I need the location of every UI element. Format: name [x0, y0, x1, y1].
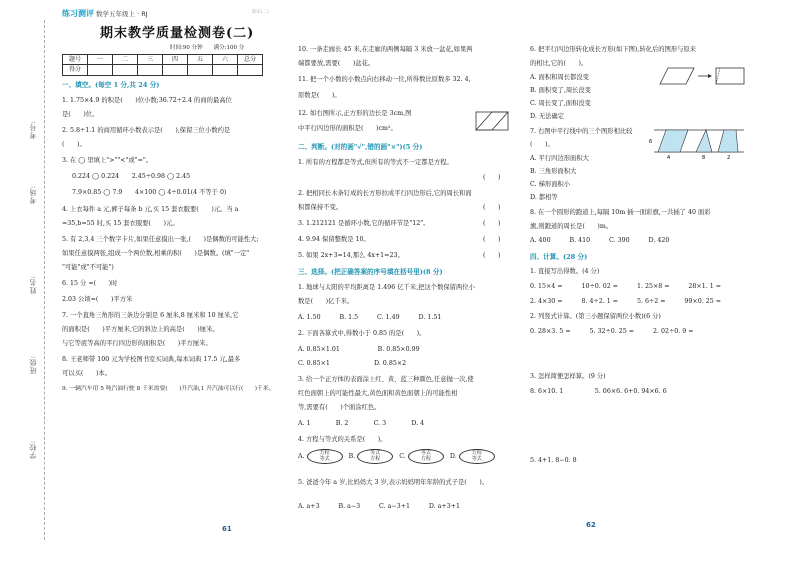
judge-line: 积都保持不变。 — [298, 204, 343, 211]
page-title: 期末教学质量检测卷(二) — [100, 26, 255, 41]
score-cell[interactable] — [213, 65, 238, 75]
choice-line: A. 1 B. 2 C. 3 D. 4 — [298, 420, 425, 427]
question-line: 4. 上衣每件 a 元,裤子每条 b 元,买 15 套衣服要( )元。当 a — [62, 206, 239, 213]
name-label: 姓名: — [29, 275, 37, 295]
page-number-left: 61 — [222, 525, 232, 533]
question-line: 是( )位。 — [62, 111, 99, 118]
choice-line: A. 0.85×1.01 B. 0.85×0.99 — [298, 346, 420, 353]
parallel-lines-figure — [648, 126, 746, 160]
score-cell[interactable] — [238, 65, 263, 75]
base-label: 4 — [667, 155, 671, 160]
option-letter: D. — [449, 453, 457, 460]
calc-line: 2. 列竖式计算。(第三小题保留两位小数)(6 分) — [530, 313, 661, 320]
venn-options — [298, 449, 495, 464]
question-line: 9. 一辆汽车用 5 吨汽油行驶 8 千米需要( )升汽油,1 升汽油可以行( )千米。 — [62, 386, 275, 392]
question-line: ( )。 — [62, 141, 86, 148]
exam-room-label: 考场: — [29, 185, 37, 205]
question-line: 中平行四边形的面积是( )cm²。 — [298, 125, 397, 132]
school-label: 学校: — [29, 440, 37, 460]
choice-line: 等,需要有( )个面涂红色。 — [298, 404, 381, 411]
score-cell[interactable] — [113, 65, 138, 75]
question-line: 可以买( )本。 — [62, 370, 111, 377]
score-cell[interactable] — [188, 65, 213, 75]
exam-number-label: 考号: — [29, 120, 37, 140]
question-line: 0.22̇4̇ ◯ 0.22̇4 2.45÷0.98 ◯ 2.45 — [72, 173, 191, 180]
venn-diagram-b: 等式 方程 — [357, 449, 393, 464]
class-label: 班级: — [29, 355, 37, 375]
choice-line: 2. 下面各算式中,得数小于 0.85 的是( )。 — [298, 330, 426, 337]
judge-line: 3. 1.212121 是循环小数,它的循环节是"12"。 — [298, 220, 430, 227]
calc-line: 5. 4+1. 8−0. 8 — [530, 457, 577, 464]
corner-tag: 期末(二) — [252, 10, 270, 15]
judge-line: 4. 9.94 保留整数是 10。 — [298, 236, 370, 243]
brand-logo: 练习测评 — [62, 9, 94, 18]
calc-line: 1. 直接写出得数。(4 分) — [530, 268, 600, 275]
option-letter: A. — [298, 453, 305, 460]
calc-line: 3. 怎样简便怎样算。(9 分) — [530, 373, 606, 380]
venn-diagram-d: 方程 等式 — [459, 449, 495, 464]
question-line: 5. 有 2,3,4 三个数字卡片,如果任意摸出一张,( )是偶数的可能性大; — [62, 236, 259, 243]
choice-line: 5. 爸爸今年 a 岁,比妈妈大 3 岁,表示妈妈明年年龄的式子是( )。 — [298, 479, 489, 486]
choice-line: A. a+3 B. a−3 C. a−3+1 D. a+3+1 — [298, 503, 460, 510]
binding-margin — [0, 0, 56, 585]
question-line: 的面积是( )平方厘米,它的斜边上的高是( )厘米。 — [62, 326, 219, 333]
question-line: 8. 在一个圆形的跑道上,每隔 10m 插一面彩旗,一共插了 40 面彩 — [530, 209, 711, 216]
choice-line: 4. 方程与等式的关系是( )。 — [298, 436, 387, 443]
section-heading: 二、判断。(对的画"√",错的画"×")(5 分) — [298, 143, 423, 151]
choice-line: 3. 给一个正方体的表面涂上红、黄、蓝三种颜色,任意抛一次,使 — [298, 376, 474, 383]
score-cell[interactable] — [163, 65, 188, 75]
score-cell: 二 — [113, 55, 138, 65]
question-line: D. 无法确定 — [530, 113, 565, 120]
question-line: A. 400 B. 410 C. 390 D. 420 — [530, 237, 670, 244]
judge-line: 1. 所有的方程都是等式,但所有的等式不一定都是方程。 — [298, 159, 453, 166]
question-line: 3. 在 ◯ 里填上">""<"或"="。 — [62, 157, 153, 164]
question-line: 12. 如右图所示,正方形的边长是 3cm,图 — [298, 110, 412, 117]
question-line: 7. 右图中平行线中的三个图形相比较 — [530, 128, 633, 135]
question-line: 如果任意摸两张,组成一个两位数,相乘的积( )是偶数。(填"一定" — [62, 250, 250, 257]
question-line: B. 面积变了,周长没变 — [530, 87, 592, 94]
question-line: 6. 把平行四边形转化成长方形(如下图),转化后的图形与原来 — [530, 46, 697, 53]
score-cell: 得分 — [63, 65, 88, 75]
choice-line: 红色面朝上的可能性最大,黄色面和黄色面朝上的可能性相 — [298, 390, 458, 397]
question-line: 旗,则跑道的周长是( )m。 — [530, 223, 613, 230]
score-cell: 一 — [88, 55, 113, 65]
question-line: 原数是( )。 — [298, 92, 341, 99]
brand-bar — [62, 8, 148, 20]
score-cell: 三 — [138, 55, 163, 65]
choice-line: C. 0.85×1 D. 0.85×2 — [298, 360, 407, 367]
answer-paren[interactable]: ( ) — [483, 236, 501, 243]
question-line: 7. 一个直角三角形的三条边分别是 6 厘米,8 厘米和 10 厘米,它 — [62, 312, 239, 319]
score-cell: 六 — [213, 55, 238, 65]
question-line: 11. 把一个小数的小数点向右移动一位,所得数比原数多 32. 4, — [298, 76, 471, 83]
exam-meta: 时间:90 分钟 满分:100 分 — [170, 45, 245, 51]
question-line: 8. 王老师带 100 元为学校图书室买词典,每本词典 17.5 元,最多 — [62, 356, 241, 363]
choice-line: 数是( )亿千米。 — [298, 298, 354, 305]
cut-line — [44, 20, 45, 540]
score-cell: 四 — [163, 55, 188, 65]
question-line: =35,b=55 时,买 15 套衣服要( )元。 — [62, 220, 179, 227]
base-label: 2 — [727, 155, 731, 160]
option-letter: B. — [348, 453, 356, 460]
question-line: 7.9×0.85 ◯ 7.9 4×100 ◯ 4÷0.01(4 不等于 0) — [72, 189, 227, 196]
judge-line: 2. 把相同长木条钉成的长方形拉成平行四边形后,它的周长和面 — [298, 190, 472, 197]
question-line: A. 面积和周长都没变 — [530, 74, 589, 81]
choice-line: 1. 地球与太阳的平均距离是 1.496 亿千米,把这个数保留两位小 — [298, 284, 475, 291]
question-line: "可能"或"不可能") — [62, 264, 114, 271]
score-cell[interactable] — [138, 65, 163, 75]
question-line: B. 三角形面积大 — [530, 168, 577, 175]
parallelogram-to-rectangle-figure — [658, 64, 750, 86]
question-line: ( )。 — [530, 141, 554, 148]
option-letter: C. — [399, 453, 406, 460]
answer-paren[interactable]: ( ) — [483, 204, 501, 211]
question-line: 2. 5.8÷1.1 的商用循环小数表示是( ),保留三位小数约是 — [62, 127, 231, 134]
question-line: 2.03 公顷=( )平方米 — [62, 296, 133, 303]
answer-paren[interactable]: ( ) — [483, 252, 501, 259]
venn-diagram-c: 等式 方程 — [408, 449, 444, 464]
calc-line: 0. 28×3. 5 = 5. 32÷0. 25 = 2. 02÷0. 9 ≈ — [530, 328, 694, 335]
section-heading: 一、填空。(每空 1 分,共 24 分) — [62, 81, 160, 89]
question-line: 与它等底等高的平行四边形的面积是( )平方厘米。 — [62, 340, 212, 347]
page-number-right: 62 — [586, 521, 596, 529]
question-line: 的相比,它的( )。 — [530, 60, 588, 67]
answer-paren[interactable]: ( ) — [483, 174, 501, 181]
question-line: 6. 15 分 =( )时 — [62, 280, 118, 287]
score-cell[interactable] — [88, 65, 113, 75]
score-cell: 题号 — [63, 55, 88, 65]
question-line: C. 梯形面积小 — [530, 181, 571, 188]
book-label: 数学五年级上 · RJ — [96, 10, 148, 18]
square-parallelogram-figure — [474, 110, 510, 132]
question-line: A. 平行四边形面积大 — [530, 155, 589, 162]
section-heading: 三、选择。(把正确答案的序号填在括号里)(8 分) — [298, 268, 443, 276]
choice-line: A. 1.50 B. 1.5 C. 1.49 D. 1.51 — [298, 314, 442, 321]
score-table — [62, 54, 263, 76]
venn-diagram-a: 方程 等式 — [307, 449, 343, 464]
question-line: C. 周长变了,面积没变 — [530, 100, 591, 107]
height-label: 6 — [649, 139, 653, 145]
base-label: 8 — [702, 155, 706, 160]
score-cell: 五 — [188, 55, 213, 65]
score-cell: 总分 — [238, 55, 263, 65]
judge-line: 5. 如果 2x+3=14,那么 4x+1=23。 — [298, 252, 404, 259]
question-line: D. 都相等 — [530, 194, 558, 201]
calc-line: 2. 4×30 = 8. 4÷2. 1 = 5. 6÷2 = 99×0. 25 = — [530, 298, 722, 305]
question-line: 10. 一条走廊长 45 米,在走廊的两侧每隔 3 米放一盆花,如果两 — [298, 46, 473, 53]
calc-line: 8. 6×10. 1 5. 06×6. 6+0. 94×6. 6 — [530, 388, 667, 395]
answer-paren[interactable]: ( ) — [483, 220, 501, 227]
calc-line: 0. 15×4 = 10÷0. 02 = 1. 25×8 = 28×1. 1 = — [530, 283, 722, 290]
question-line: 1. 1.75×4.9 的积是( )位小数;36.72÷2.4 的商的最高位 — [62, 97, 232, 104]
question-line: 端都要放,需要( )盆花。 — [298, 60, 375, 67]
section-heading: 四、计算。(28 分) — [530, 253, 588, 261]
